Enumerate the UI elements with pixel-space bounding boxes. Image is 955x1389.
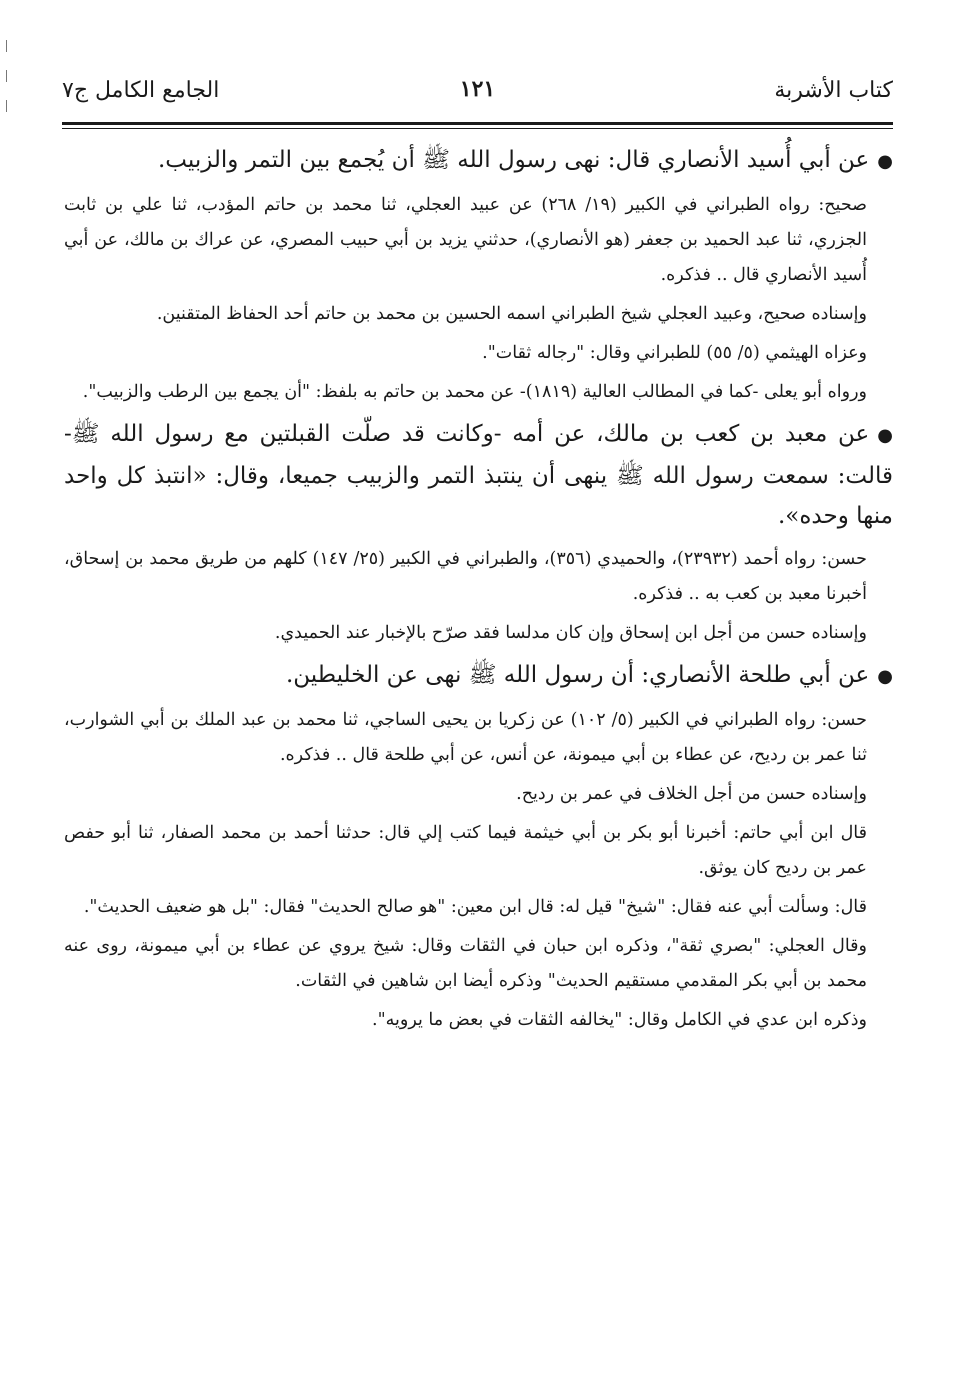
commentary-note: وعزاه الهيثمي (٥/ ٥٥) للطبراني وقال: "رجاله ثقات".	[482, 343, 867, 363]
page-number: ١٢١	[459, 76, 496, 102]
book-volume-title: الجامع الكامل ج٧	[62, 78, 220, 103]
page-content	[64, 140, 893, 1042]
hadith-text: ●عن أبي أُسيد الأنصاري قال: نهى رسول الله ﷺ أن يُجمع بين التمر والزبيب.	[64, 140, 893, 182]
bullet-icon: ●	[877, 425, 893, 446]
commentary-note: وقال العجلي: "بصري ثقة"، وذكره ابن حبان في الثقات وقال: شيخ يروي عن عطاء بن أبي ميمونة، روى عنه محمد بن أبي بكر المقدمي مستقيم الحديث" وذكره أيضا ابن شاهين في الثقات.	[64, 936, 867, 991]
book-section-title: كتاب الأشربة	[774, 78, 893, 103]
commentary-note: وإسناده حسن من أجل الخلاف في عمر بن رديح.	[516, 784, 867, 804]
commentary-note: ورواه أبو يعلى -كما في المطالب العالية (١٨١٩)- عن محمد بن حاتم به بلفظ: "أن يجمع بين الرطب والزبيب".	[82, 382, 867, 402]
bullet-icon: ●	[877, 666, 893, 687]
bullet-icon: ●	[877, 151, 893, 172]
takhrij-note: حسن: رواه الطبراني في الكبير (٥/ ١٠٢) عن زكريا بن يحيى الساجي، ثنا محمد بن عبد الملك بن أبي الشوارب، ثنا عمر بن رديح، عن عطاء بن أبي ميمونة، عن أنس، عن أبي طلحة قال .. فذكره.	[64, 710, 867, 765]
takhrij-note: صحيح: رواه الطبراني في الكبير (١٩/ ٢٦٨) عن عبيد العجلي، ثنا محمد بن حاتم المؤدب، ثنا علي بن ثابت الجزري، ثنا عبد الحميد بن جعفر (هو الأنصاري)، حدثني يزيد بن أبي حبيب المصري، عن عراك بن مالك، عن أبي أُسيد الأنصاري قال .. فذكره.	[64, 195, 867, 285]
commentary-note: وإسناده صحيح، وعبيد العجلي شيخ الطبراني اسمه الحسين بن محمد بن حاتم أحد الحفاظ المتقنين.	[156, 304, 867, 324]
hadith-text: ●عن معبد بن كعب بن مالك، عن أمه -وكانت قد صلّت القبلتين مع رسول الله ﷺ- قالت: سمعت رسول الله ﷺ ينهى أن ينتبذ التمر والزبيب جميعا، وقال: «انتبذ كل واحد منها وحده».	[64, 414, 893, 536]
header-rule-thick	[62, 122, 893, 125]
takhrij-note: حسن: رواه أحمد (٢٣٩٣٢)، والحميدي (٣٥٦)، والطبراني في الكبير (٢٥/ ١٤٧) كلهم من طريق محمد بن إسحاق، أخبرنا معبد بن كعب به .. فذكره.	[64, 549, 867, 604]
hadith-text: ●عن أبي طلحة الأنصاري: أن رسول الله ﷺ نهى عن الخليطين.	[64, 655, 893, 697]
commentary-note: قال: وسألت أبي عنه فقال: "شيخ" قيل له: قال ابن معين: "هو صالح الحديث" فقال: "بل هو ضعيف الحديث".	[83, 897, 867, 917]
commentary-note: قال ابن أبي حاتم: أخبرنا أبو بكر بن أبي خيثمة فيما كتب إلي قال: حدثنا أحمد بن محمد الصفار، ثنا أبو حفص عمر بن رديح كان يوثق.	[64, 823, 867, 878]
scan-margin-marks	[6, 40, 8, 140]
commentary-note: وذكره ابن عدي في الكامل وقال: "يخالفه الثقات في بعض ما يرويه".	[372, 1010, 867, 1030]
header-rule-thin	[62, 128, 893, 129]
commentary-note: وإسناده حسن من أجل ابن إسحاق وإن كان مدلسا فقد صرّح بالإخبار عند الحميدي.	[274, 623, 867, 643]
page-header	[62, 78, 893, 108]
